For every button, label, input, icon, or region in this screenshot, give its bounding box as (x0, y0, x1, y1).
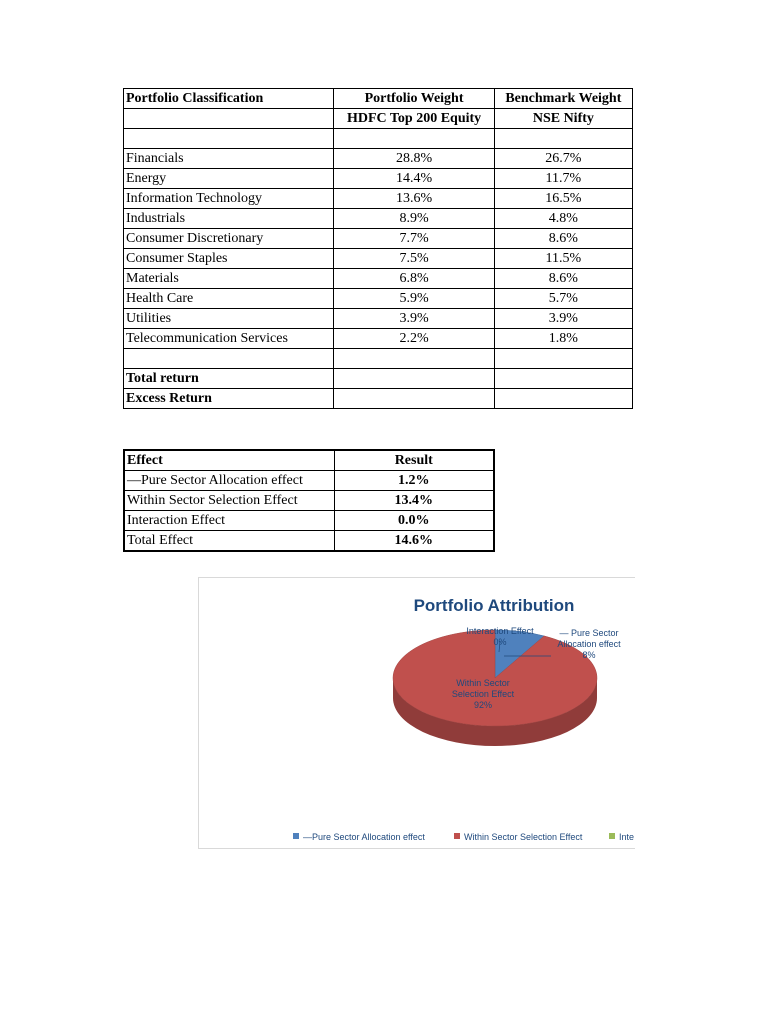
header-portfolio-weight: Portfolio Weight (334, 89, 494, 109)
subheader-row (124, 109, 633, 129)
effect-row (124, 511, 494, 531)
header-benchmark-weight: Benchmark Weight (494, 89, 632, 109)
table-row (124, 289, 633, 309)
portfolio-weight: 2.2% (334, 329, 494, 349)
benchmark-weight: 11.7% (494, 169, 632, 189)
legend-swatch (609, 833, 615, 839)
pie-chart-svg (199, 578, 635, 848)
data-label-within-selection: 92% (473, 700, 493, 710)
header-row (124, 89, 633, 109)
benchmark-weight: 26.7% (494, 149, 632, 169)
excess-return-label: Excess Return (124, 389, 334, 409)
effects-table (123, 449, 495, 552)
data-label-interaction: Interaction Effect (466, 626, 534, 636)
sector-name: Telecommunication Services (124, 329, 334, 349)
table-row (124, 189, 633, 209)
total-return-label: Total return (124, 369, 334, 389)
blank-cell (494, 349, 632, 369)
empty-cell (494, 389, 632, 409)
header-result: Result (334, 450, 494, 471)
legend-swatch (293, 833, 299, 839)
legend-swatch (454, 833, 460, 839)
benchmark-weight: 8.6% (494, 229, 632, 249)
data-label-pure-allocation: 8% (582, 650, 596, 660)
legend-item: Within Sector Selection Effect (464, 832, 583, 842)
blank-row (124, 349, 633, 369)
sector-name: Industrials (124, 209, 334, 229)
header-effect: Effect (124, 450, 334, 471)
portfolio-weight: 7.7% (334, 229, 494, 249)
portfolio-weight: 8.9% (334, 209, 494, 229)
effect-name: Total Effect (124, 531, 334, 552)
subheader-fund: HDFC Top 200 Equity (334, 109, 494, 129)
effect-result: 1.2% (334, 471, 494, 491)
effect-name: Within Sector Selection Effect (124, 491, 334, 511)
sector-name: Information Technology (124, 189, 334, 209)
empty-cell (334, 369, 494, 389)
effect-row (124, 491, 494, 511)
benchmark-weight: 4.8% (494, 209, 632, 229)
table-row (124, 229, 633, 249)
table-row (124, 309, 633, 329)
benchmark-weight: 8.6% (494, 269, 632, 289)
effect-result: 0.0% (334, 511, 494, 531)
portfolio-weight: 3.9% (334, 309, 494, 329)
table-row (124, 269, 633, 289)
subheader-empty (124, 109, 334, 129)
blank-cell (124, 129, 334, 149)
sector-name: Energy (124, 169, 334, 189)
portfolio-weight: 14.4% (334, 169, 494, 189)
legend-item: Inte (619, 832, 635, 842)
portfolio-attribution-chart (198, 577, 635, 849)
portfolio-weight: 6.8% (334, 269, 494, 289)
effect-name: —Pure Sector Allocation effect (124, 471, 334, 491)
effect-result: 14.6% (334, 531, 494, 552)
table-row (124, 149, 633, 169)
table-row (124, 209, 633, 229)
sector-name: Consumer Discretionary (124, 229, 334, 249)
legend-item: —Pure Sector Allocation effect (303, 832, 425, 842)
portfolio-weight: 5.9% (334, 289, 494, 309)
data-label-within-selection: Within Sector (456, 678, 510, 688)
empty-cell (494, 369, 632, 389)
sector-weights-table (123, 88, 633, 409)
table-row (124, 329, 633, 349)
benchmark-weight: 16.5% (494, 189, 632, 209)
effect-result: 13.4% (334, 491, 494, 511)
effect-row (124, 531, 494, 552)
portfolio-weight: 28.8% (334, 149, 494, 169)
benchmark-weight: 5.7% (494, 289, 632, 309)
total-return-label-row (124, 369, 633, 389)
sector-name: Materials (124, 269, 334, 289)
benchmark-weight: 3.9% (494, 309, 632, 329)
chart-title: Portfolio Attribution (413, 596, 575, 615)
excess-return-label-row (124, 389, 633, 409)
table-row (124, 249, 633, 269)
sector-name: Consumer Staples (124, 249, 334, 269)
blank-cell (494, 129, 632, 149)
empty-cell (334, 389, 494, 409)
blank-cell (334, 349, 494, 369)
sector-name: Utilities (124, 309, 334, 329)
effects-header-row (124, 450, 494, 471)
portfolio-weight: 7.5% (334, 249, 494, 269)
effect-name: Interaction Effect (124, 511, 334, 531)
subheader-index: NSE Nifty (494, 109, 632, 129)
benchmark-weight: 1.8% (494, 329, 632, 349)
blank-cell (124, 349, 334, 369)
data-label-interaction: 0% (493, 637, 507, 647)
data-label-within-selection: Selection Effect (451, 689, 515, 699)
blank-cell (334, 129, 494, 149)
sector-name: Health Care (124, 289, 334, 309)
benchmark-weight: 11.5% (494, 249, 632, 269)
blank-row (124, 129, 633, 149)
header-classification: Portfolio Classification (124, 89, 334, 109)
portfolio-weight: 13.6% (334, 189, 494, 209)
sector-name: Financials (124, 149, 334, 169)
data-label-pure-allocation: — Pure Sector (559, 628, 619, 638)
effect-row (124, 471, 494, 491)
table-row (124, 169, 633, 189)
data-label-pure-allocation: Allocation effect (557, 639, 621, 649)
